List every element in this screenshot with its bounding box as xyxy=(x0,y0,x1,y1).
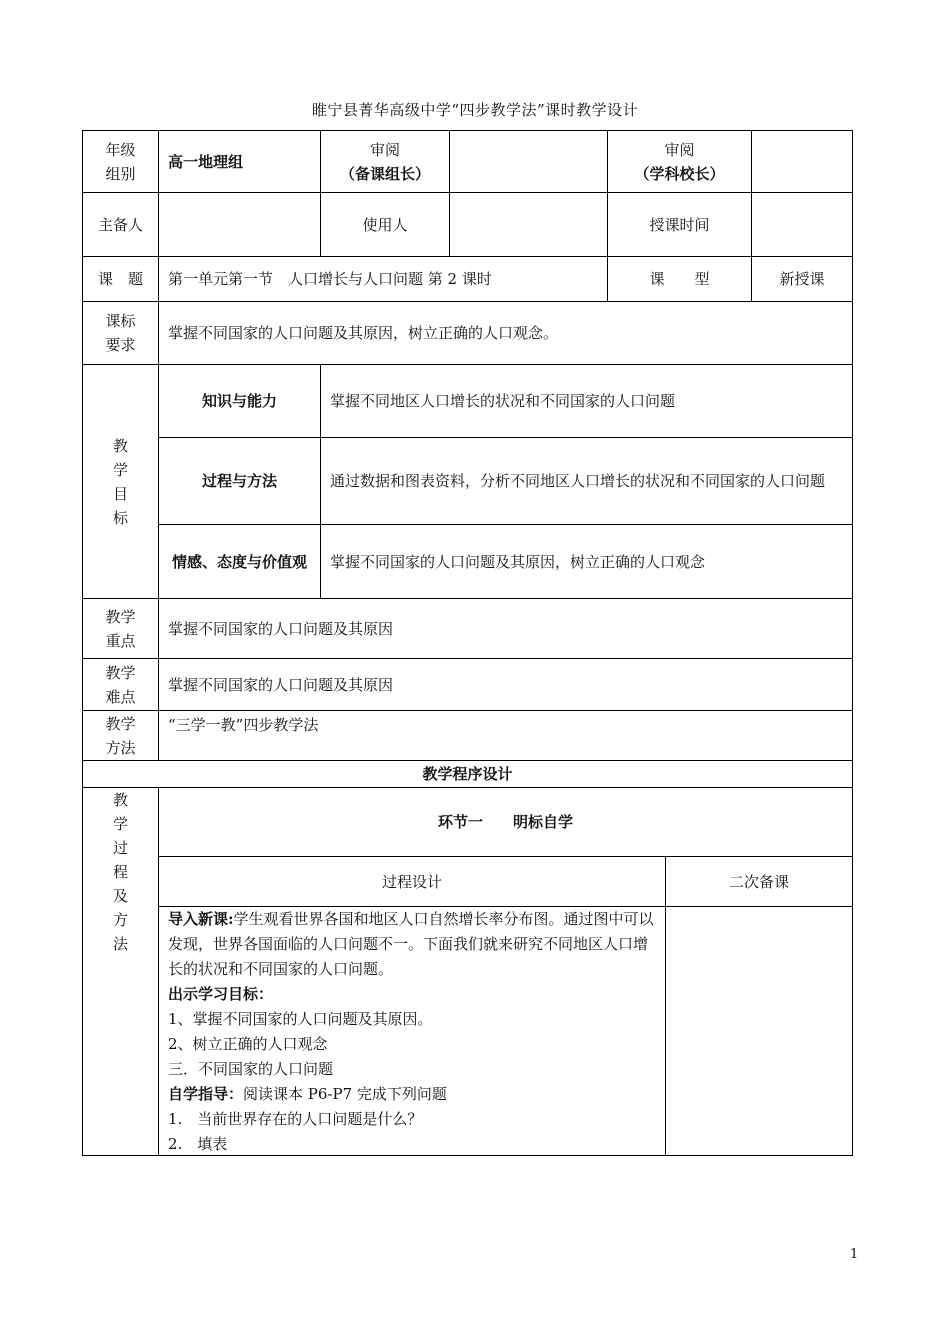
difficulty-value: 掌握不同国家的人口问题及其原因 xyxy=(168,675,394,694)
method-value: “三学一教”四步教学法 xyxy=(168,716,319,734)
lesson-type-value: 新授课 xyxy=(779,270,825,288)
goal-item: 2、树立正确的人口观念 xyxy=(168,1035,328,1053)
review-leader-value xyxy=(450,131,607,192)
question-item: 2. 填表 xyxy=(168,1135,228,1153)
objective-attitude-label: 情感、态度与价值观 xyxy=(171,552,307,571)
objective-knowledge-label: 知识与能力 xyxy=(201,392,277,410)
second-prep-content xyxy=(666,907,852,1155)
document-title: 睢宁县菁华高级中学“四步教学法”课时教学设计 xyxy=(311,101,639,119)
teaching-time-value xyxy=(752,193,852,256)
focus-value: 掌握不同国家的人口问题及其原因 xyxy=(168,619,394,638)
review-principal-value xyxy=(752,131,852,192)
review-principal-label: 审阅 （学科校长） xyxy=(634,140,725,183)
section-heading: 三．不同国家的人口问题 xyxy=(168,1060,334,1078)
objective-attitude-value: 掌握不同国家的人口问题及其原因，树立正确的人口观念 xyxy=(330,552,706,571)
goals-heading: 出示学习目标： xyxy=(168,985,274,1003)
objectives-label: 教 学 目 标 xyxy=(112,436,128,527)
second-prep-header: 二次备课 xyxy=(728,872,789,891)
user-label: 使用人 xyxy=(362,215,408,234)
grade-group-label: 年级 组别 xyxy=(105,140,136,183)
standard-value: 掌握不同国家的人口问题及其原因，树立正确的人口观念。 xyxy=(168,324,559,342)
preparer-label: 主备人 xyxy=(97,215,143,234)
process-label: 教 学 过 程 及 方 法 xyxy=(112,791,128,953)
standard-label: 课标 要求 xyxy=(105,312,136,354)
user-value xyxy=(450,193,607,256)
group-value: 高一地理组 xyxy=(168,152,244,171)
objective-knowledge-value: 掌握不同地区人口增长的状况和不同国家的人口问题 xyxy=(330,392,676,410)
question-item: 1. 当前世界存在的人口问题是什么？ xyxy=(168,1110,423,1128)
preparer-value xyxy=(159,193,320,256)
method-label: 教学 方法 xyxy=(105,714,136,757)
focus-label: 教学 重点 xyxy=(105,607,136,650)
intro-paragraph: 导入新课:学生观看世界各国和地区人口自然增长率分布图。通过图中可以发现，世界各国面临的人口问题不一。下面我们就来研究不同地区人口增长的状况和不同国家的人口问题。 xyxy=(168,910,654,978)
lesson-type-label: 课 型 xyxy=(649,270,710,288)
review-leader-label: 审阅 （备课组长） xyxy=(339,140,430,183)
program-title: 教学程序设计 xyxy=(422,765,513,783)
teaching-time-label: 授课时间 xyxy=(649,215,710,234)
objective-process-value: 通过数据和图表资料，分析不同地区人口增长的状况和不同国家的人口问题 xyxy=(330,472,826,490)
page-number: 1 xyxy=(850,1247,859,1262)
stage-title: 环节一 明标自学 xyxy=(437,813,573,831)
objective-process-label: 过程与方法 xyxy=(201,472,277,490)
topic-label: 课 题 xyxy=(97,270,143,288)
topic-value: 第一单元第一节 人口增长与人口问题 第 2 课时 xyxy=(168,270,492,288)
process-design-content xyxy=(159,907,665,1155)
process-design-header: 过程设计 xyxy=(381,872,442,891)
guide-line: 自学指导：阅读课本 P6-P7 完成下列问题 xyxy=(168,1085,447,1103)
goal-item: 1、掌握不同国家的人口问题及其原因。 xyxy=(168,1010,433,1028)
difficulty-label: 教学 难点 xyxy=(105,663,136,706)
